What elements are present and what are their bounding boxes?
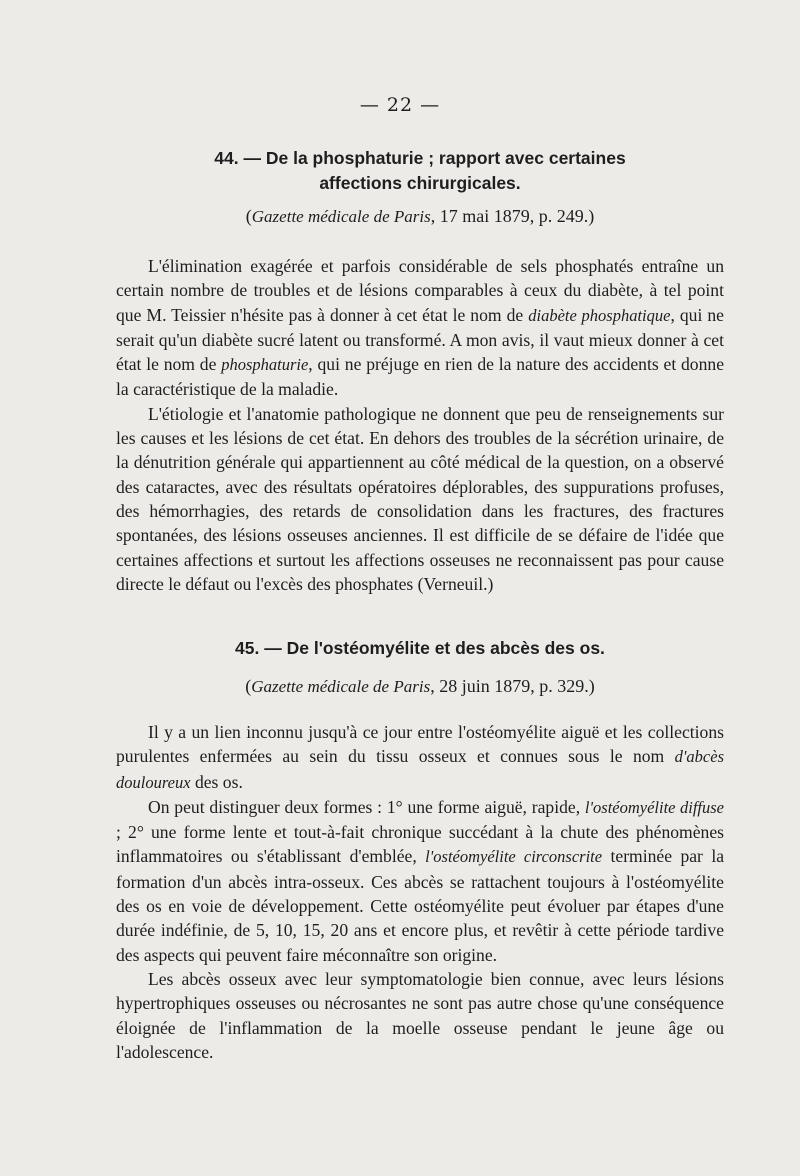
- text-run: Il y a un lien inconnu jusqu'à ce jour entre l'ostéomyélite aiguë et les collections purulentes enfermées au sein du tissu osseux et connues sous le nom: [116, 722, 724, 767]
- text-run: des os.: [190, 771, 243, 792]
- section-45-citation-source: Gazette médicale de Paris: [251, 677, 431, 696]
- text-run: ; 2° une forme lente et tout-à-fait chronique succédant à la chute des phénomènes inflammatoires ou s'établissant d'emblée,: [116, 822, 724, 867]
- page-number: — 22 —: [359, 94, 441, 116]
- section-44-paragraph-2: L'étiologie et l'anatomie pathologique ne donnent que peu de renseignements sur les causes et les lésions de cet état. En dehors des troubles de la sécrétion urinaire, de la dénutrition générale qui appartiennent au côté médical de la question, on a observé des cataractes, avec des résultats opératoires déplorables, des suppurations profuses, des hémorrhagies, des retards de consolidation dans les fractures, des fractures spontanées, des lésions osseuses anciennes. Il est difficile de se défaire de l'idée que certaines affections et surtout les affections osseuses ne reconnaissent pas pour cause directe le défaut ou l'excès des phosphates (Verneuil.): [116, 403, 724, 594]
- section-44-title-line1: 44. — De la phosphaturie ; rapport avec certaines: [214, 148, 626, 168]
- text-run: terminée par la formation d'un abcès intra-osseux. Ces abcès se rattachent toujours à l'ostéomyélite des os en voie de développement. Cette ostéomyélite peut évoluer par étapes d'une durée indéfinie, de 5, 10, 15, 20 ans et encore plus, et revêtir à cette période tardive des aspects qui peuvent faire méconnaître son origine.: [116, 846, 725, 965]
- italic-term: phosphaturie: [221, 355, 309, 375]
- section-45-paragraph-1: [116, 720, 724, 795]
- section-45-paragraph-2: [116, 795, 724, 967]
- section-44-body: [116, 254, 724, 596]
- section-45-body: [116, 720, 724, 1064]
- italic-term: l'ostéomyélite circonscrite: [425, 847, 603, 867]
- text-run: On peut distinguer deux formes : 1° une forme aiguë, rapide,: [148, 796, 585, 817]
- section-44-citation-source: Gazette médicale de Paris: [251, 207, 431, 226]
- section-45-paragraph-3: Les abcès osseux avec leur symptomatologie bien connue, avec leurs lésions hypertrophiques osseuses ou nécrosantes ne sont pas autre chose qu'une conséquence éloignée de l'inflammation de la moelle osseuse pendant le jeune âge ou l'adolescence.: [116, 968, 724, 1062]
- text-run: L'élimination exagérée et parfois considérable de sels phosphatés entraîne un certain nombre de troubles et de lésions comparables à ceux du diabète, à tel point que M. Teissier n'hésite pas à donner à cet état le nom de: [116, 256, 724, 325]
- section-44-title: [120, 146, 720, 196]
- section-45-citation: (Gazette médicale de Paris, 28 juin 1879, p. 329.): [245, 676, 595, 696]
- italic-term: l'ostéomyélite diffuse: [584, 797, 725, 817]
- section-44-title-line2: affections chirurgicales.: [319, 173, 521, 193]
- italic-term: diabète phosphatique: [528, 305, 671, 325]
- section-45-title: 45. — De l'ostéomyélite et des abcès des os.: [235, 638, 605, 658]
- section-45-citation-details: , 28 juin 1879, p. 329.: [430, 676, 589, 696]
- section-44-citation-details: , 17 mai 1879, p. 249.: [430, 206, 589, 226]
- text-run: , qui ne serait qu'un diabète sucré latent ou transformé. A mon avis, il vaut mieux donner à cet état le nom de: [116, 304, 724, 375]
- section-44-paragraph-1: [116, 254, 724, 402]
- text-run: , qui ne préjuge en rien de la nature des accidents et donne la caractéristique de la maladie.: [116, 354, 725, 400]
- section-44-citation: (Gazette médicale de Paris, 17 mai 1879, p. 249.): [245, 206, 595, 226]
- italic-term: d'abcès douloureux: [116, 747, 724, 792]
